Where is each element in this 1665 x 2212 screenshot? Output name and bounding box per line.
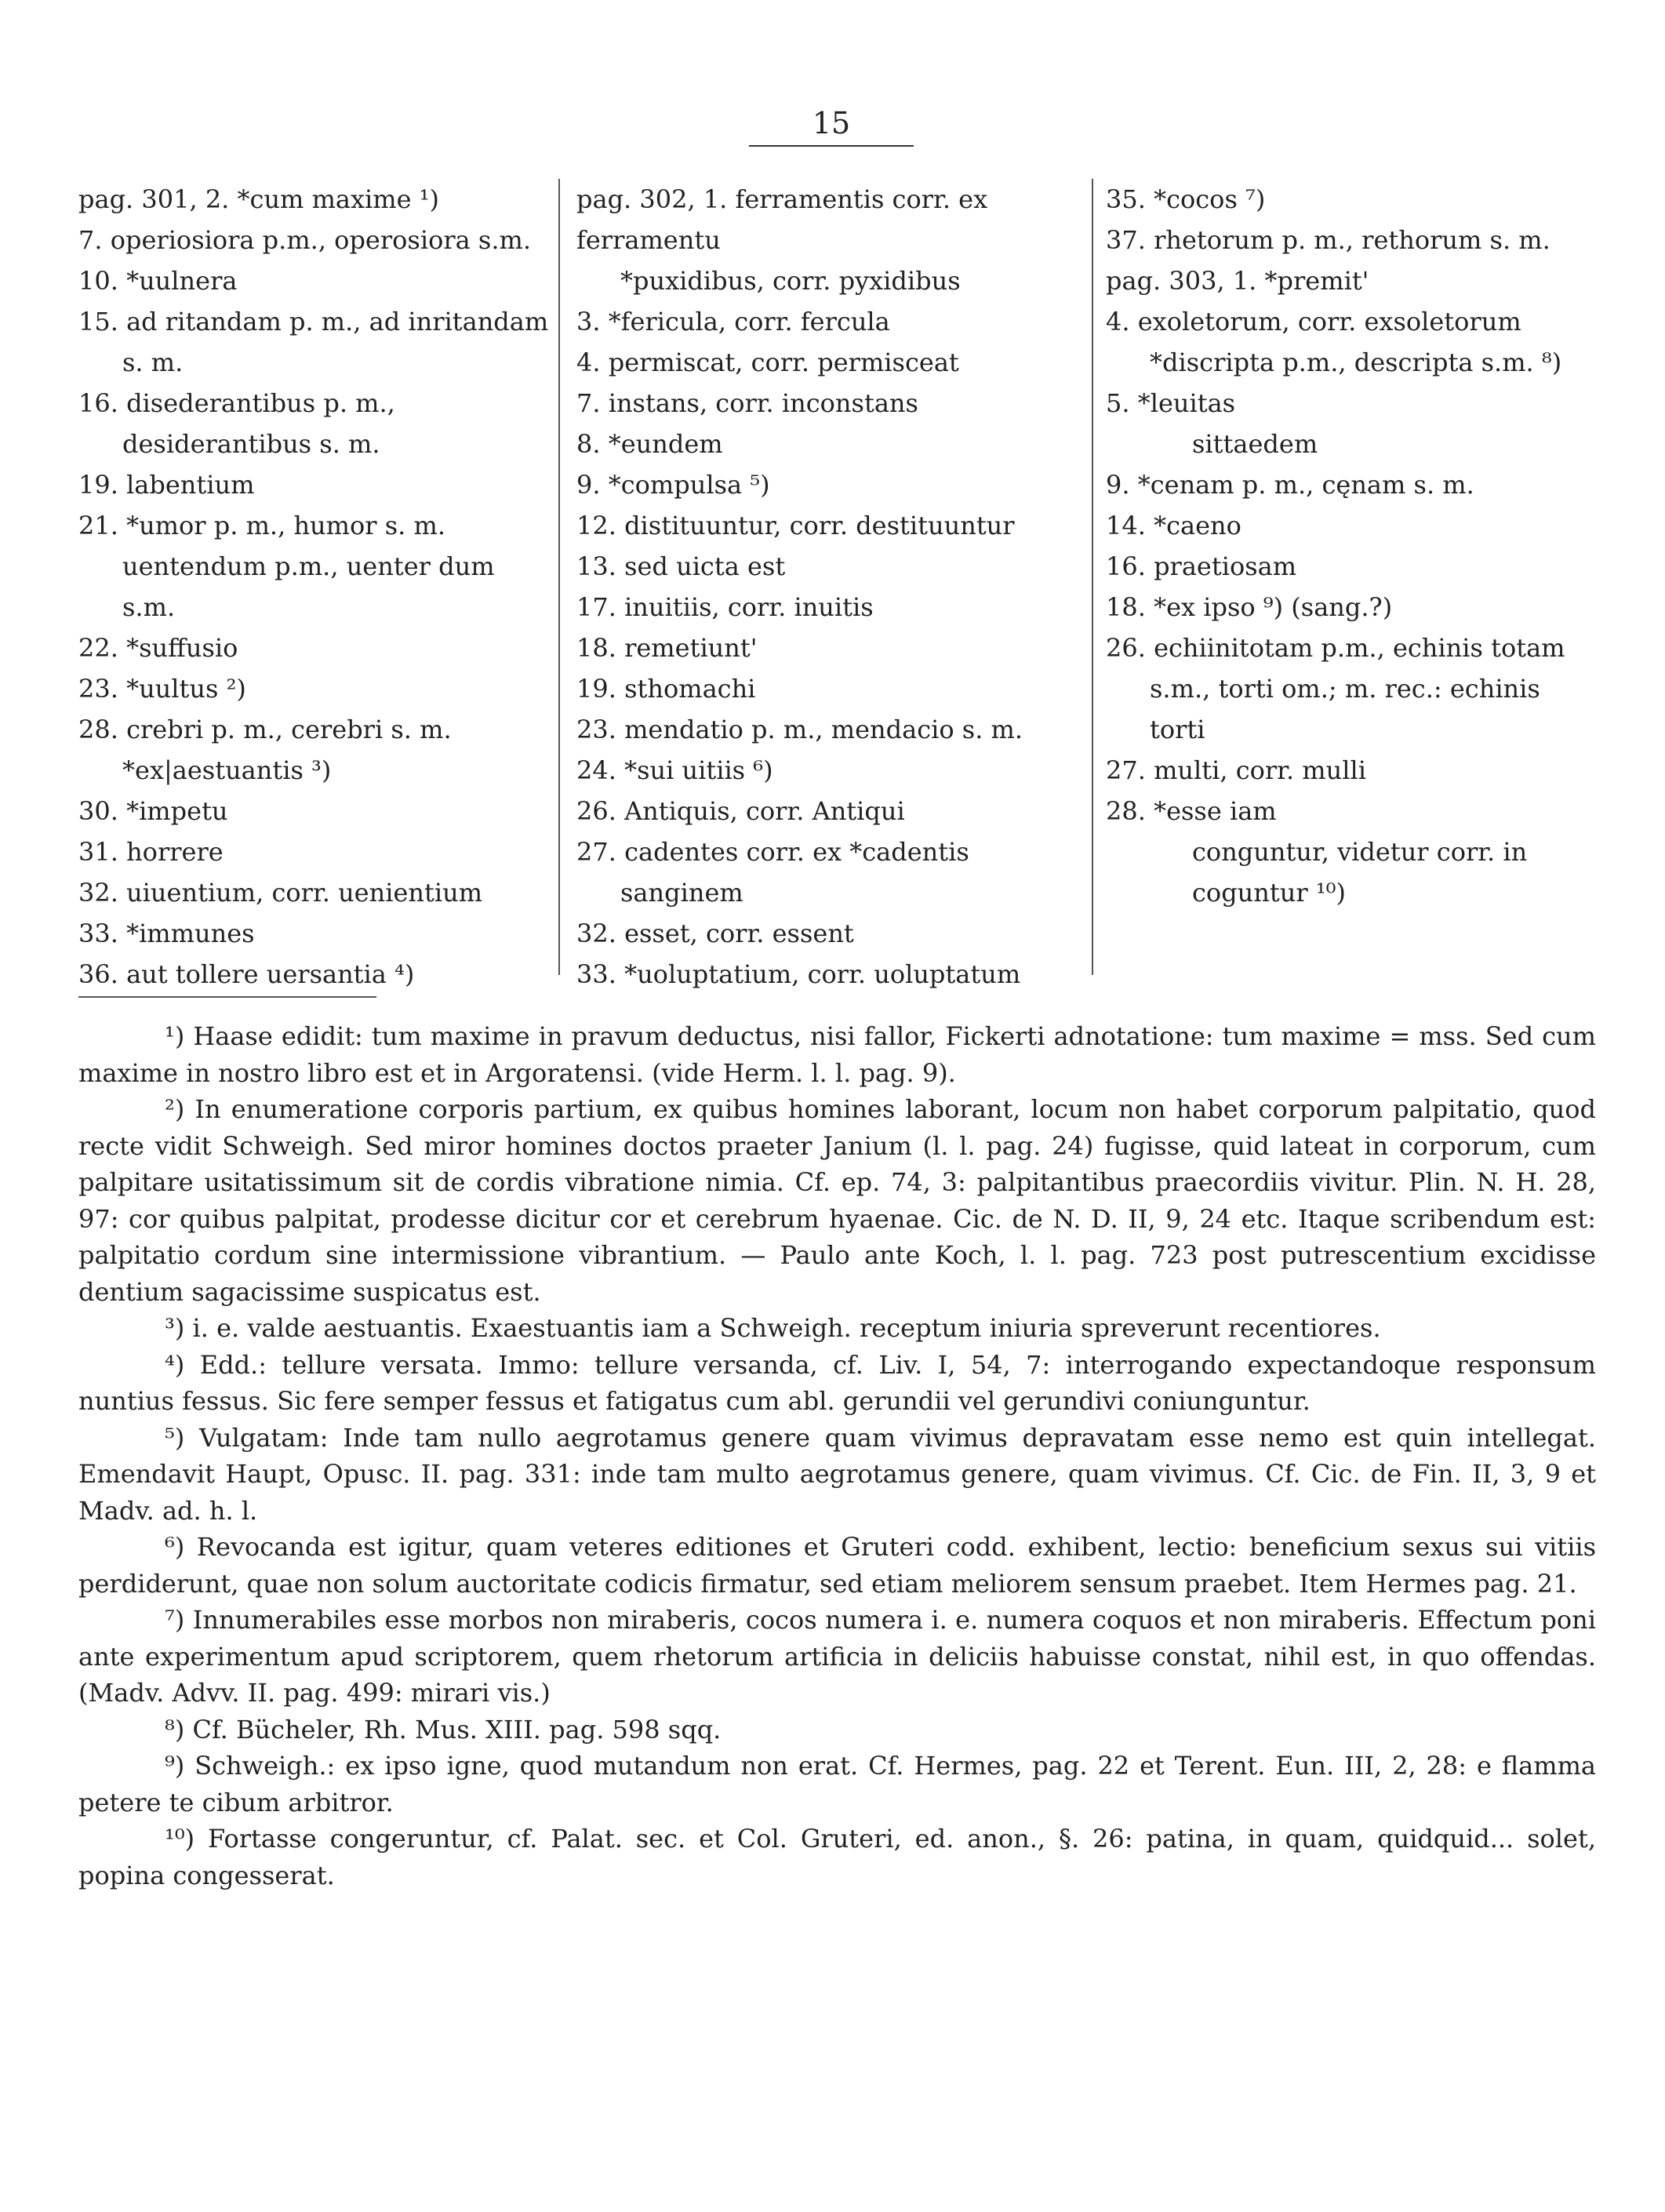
- footnote: ⁹) Schweigh.: ex ipso igne, quod mutandum non erat. Cf. Hermes, pag. 22 et Terent. Eun. III, 2, 28: e flamma petere te cibum arbitror.: [78, 1751, 1596, 1817]
- entry: 18. *ex ipso ⁹) (sang.?): [1106, 592, 1393, 622]
- column-divider: [1092, 179, 1093, 975]
- entry: 31. horrere: [78, 837, 224, 867]
- footnote: ⁴) Edd.: tellure versata. Immo: tellure versanda, cf. Liv. I, 54, 7: interrogando expectandoque responsum nuntius fessus. Sic fere semper fessus et fatigatus cum abl. gerundii vel gerundivi coniunguntur.: [78, 1349, 1596, 1416]
- entry: 5. *leuitas: [1106, 388, 1236, 418]
- entry: 21. *umor p. m., humor s. m.: [78, 511, 446, 540]
- footnote: ⁷) Innumerabiles esse morbos non miraberis, cocos numera i. e. numera coquos et non miraberis. Effectum poni ante experimentum apud scriptorem, quem rhetorum artificia in deliciis habuisse constat, nihil est, in quo offendas. (Madv. Advv. II. pag. 499: mirari vis.): [78, 1605, 1596, 1708]
- page-number: 15: [749, 106, 914, 147]
- entry: conguntur, videtur corr. in coguntur ¹⁰): [1192, 837, 1528, 908]
- entry: 7. instans, corr. inconstans: [576, 388, 918, 418]
- entry: 9. *compulsa ⁵): [576, 470, 770, 500]
- entry: *discripta p.m., descripta s.m. ⁸): [1150, 347, 1562, 377]
- footnote: ³) i. e. valde aestuantis. Exaestuantis iam a Schweigh. receptum iniuria spreverunt recentiores.: [165, 1313, 1381, 1343]
- column-divider: [558, 179, 560, 975]
- entry: sittaedem: [1192, 429, 1318, 459]
- entry: 9. *cenam p. m., cęnam s. m.: [1106, 470, 1474, 500]
- entry: 32. esset, corr. essent: [576, 919, 854, 948]
- footnote: ⁸) Cf. Bücheler, Rh. Mus. XIII. pag. 598 sqq.: [165, 1714, 722, 1744]
- footnote: ¹) Haase edidit: tum maxime in pravum deductus, nisi fallor, Fickerti adnotatione: tum maxime = mss. Sed cum maxime in nostro libro est et in Argoratensi. (vide Herm. l. l. pag. 9).: [78, 1021, 1596, 1088]
- entry: 28. *esse iam: [1106, 796, 1277, 826]
- entry: 4. permiscat, corr. permisceat: [576, 347, 959, 377]
- entry: 16. disederantibus p. m., desiderantibus s. m.: [78, 388, 395, 459]
- entry: 32. uiuentium, corr. uenientium: [78, 878, 483, 908]
- column-2: [576, 179, 1086, 995]
- footnotes: [78, 1018, 1596, 1894]
- entry: 10. *uulnera: [78, 266, 238, 296]
- footnote-separator: [78, 996, 376, 998]
- entry: 28. crebri p. m., cerebri s. m.: [78, 715, 452, 744]
- entry: pag. 302, 1. ferramentis corr. ex ferramentu: [576, 184, 988, 255]
- entry: 33. *immunes: [78, 919, 255, 948]
- column-1: [78, 179, 549, 995]
- footnote: ⁶) Revocanda est igitur, quam veteres editiones et Gruteri codd. exhibent, lectio: beneficium sexus sui vitiis perdiderunt, quae non solum auctoritate codicis firmatur, sed etiam meliorem sensum praebet. Item Hermes pag. 21.: [78, 1532, 1596, 1599]
- entry: 8. *eundem: [576, 429, 723, 459]
- footnote: ⁵) Vulgatam: Inde tam nullo aegrotamus genere quam vivimus depravatam esse nemo est quin intellegat. Emendavit Haupt, Opusc. II. pag. 331: inde tam multo aegrotamus genere, quam vivimus. Cf. Cic. de Fin. II, 3, 9 et Madv. ad. h. l.: [78, 1422, 1596, 1526]
- footnote: ¹⁰) Fortasse congeruntur, cf. Palat. sec. et Col. Gruteri, ed. anon., §. 26: patina, in quam, quidquid... solet, popina congesserat.: [78, 1824, 1596, 1890]
- entry: 37. rhetorum p. m., rethorum s. m.: [1106, 225, 1550, 255]
- entry: 27. multi, corr. mulli: [1106, 755, 1366, 785]
- entry: uentendum p.m., uenter dum s.m.: [122, 551, 495, 622]
- entry: 22. *suffusio: [78, 633, 238, 663]
- entry: 4. exoletorum, corr. exsoletorum: [1106, 307, 1521, 337]
- entry: 23. *uultus ²): [78, 674, 246, 704]
- column-3: [1106, 179, 1600, 913]
- entry: 36. aut tollere uersantia ⁴): [78, 959, 415, 989]
- entry: 14. *caeno: [1106, 511, 1241, 540]
- entry: 26. echiinitotam p.m., echinis totam s.m., torti om.; m. rec.: echinis torti: [1106, 633, 1565, 744]
- entry: 17. inuitiis, corr. inuitis: [576, 592, 874, 622]
- entry: 27. cadentes corr. ex *cadentis sanginem: [576, 837, 969, 908]
- entry: *ex|aestuantis ³): [122, 755, 332, 785]
- entry: 26. Antiquis, corr. Antiqui: [576, 796, 905, 826]
- entry: 24. *sui uitiis ⁶): [576, 755, 773, 785]
- entry: 7. operiosiora p.m., operosiora s.m.: [78, 225, 531, 255]
- entry: 16. praetiosam: [1106, 551, 1297, 581]
- entry: 19. labentium: [78, 470, 255, 500]
- entry: 23. mendatio p. m., mendacio s. m.: [576, 715, 1023, 744]
- entry: *puxidibus, corr. pyxidibus: [620, 266, 961, 296]
- entry: pag. 303, 1. *premit': [1106, 266, 1369, 296]
- entry: 30. *impetu: [78, 796, 228, 826]
- entry: 18. remetiunt': [576, 633, 758, 663]
- entry: 3. *fericula, corr. fercula: [576, 307, 890, 337]
- entry: 12. distituuntur, corr. destituuntur: [576, 511, 1015, 540]
- entry: 13. sed uicta est: [576, 551, 786, 581]
- entry: pag. 301, 2. *cum maxime ¹): [78, 184, 440, 214]
- entry: 15. ad ritandam p. m., ad inritandam s. m.: [78, 307, 549, 377]
- entry: 19. sthomachi: [576, 674, 756, 704]
- footnote: ²) In enumeratione corporis partium, ex quibus homines laborant, locum non habet corporum palpitatio, quod recte vidit Schweigh. Sed miror homines doctos praeter Janium (l. l. pag. 24) fugisse, quid lateat in corporum, cum palpitare usitatissimum sit de cordis vibratione nimia. Cf. ep. 74, 3: palpitantibus praecordiis vivitur. Plin. N. H. 28, 97: cor quibus palpitat, prodesse dicitur cor et cerebrum hyaenae. Cic. de N. D. II, 9, 24 etc. Itaque scribendum est: palpitatio cordum sine intermissione vibrantium. — Paulo ante Koch, l. l. pag. 723 post putrescentium excidisse dentium sagacissime suspicatus est.: [78, 1094, 1596, 1307]
- entry: 35. *cocos ⁷): [1106, 184, 1266, 214]
- entry: 33. *uoluptatium, corr. uoluptatum: [576, 959, 1021, 989]
